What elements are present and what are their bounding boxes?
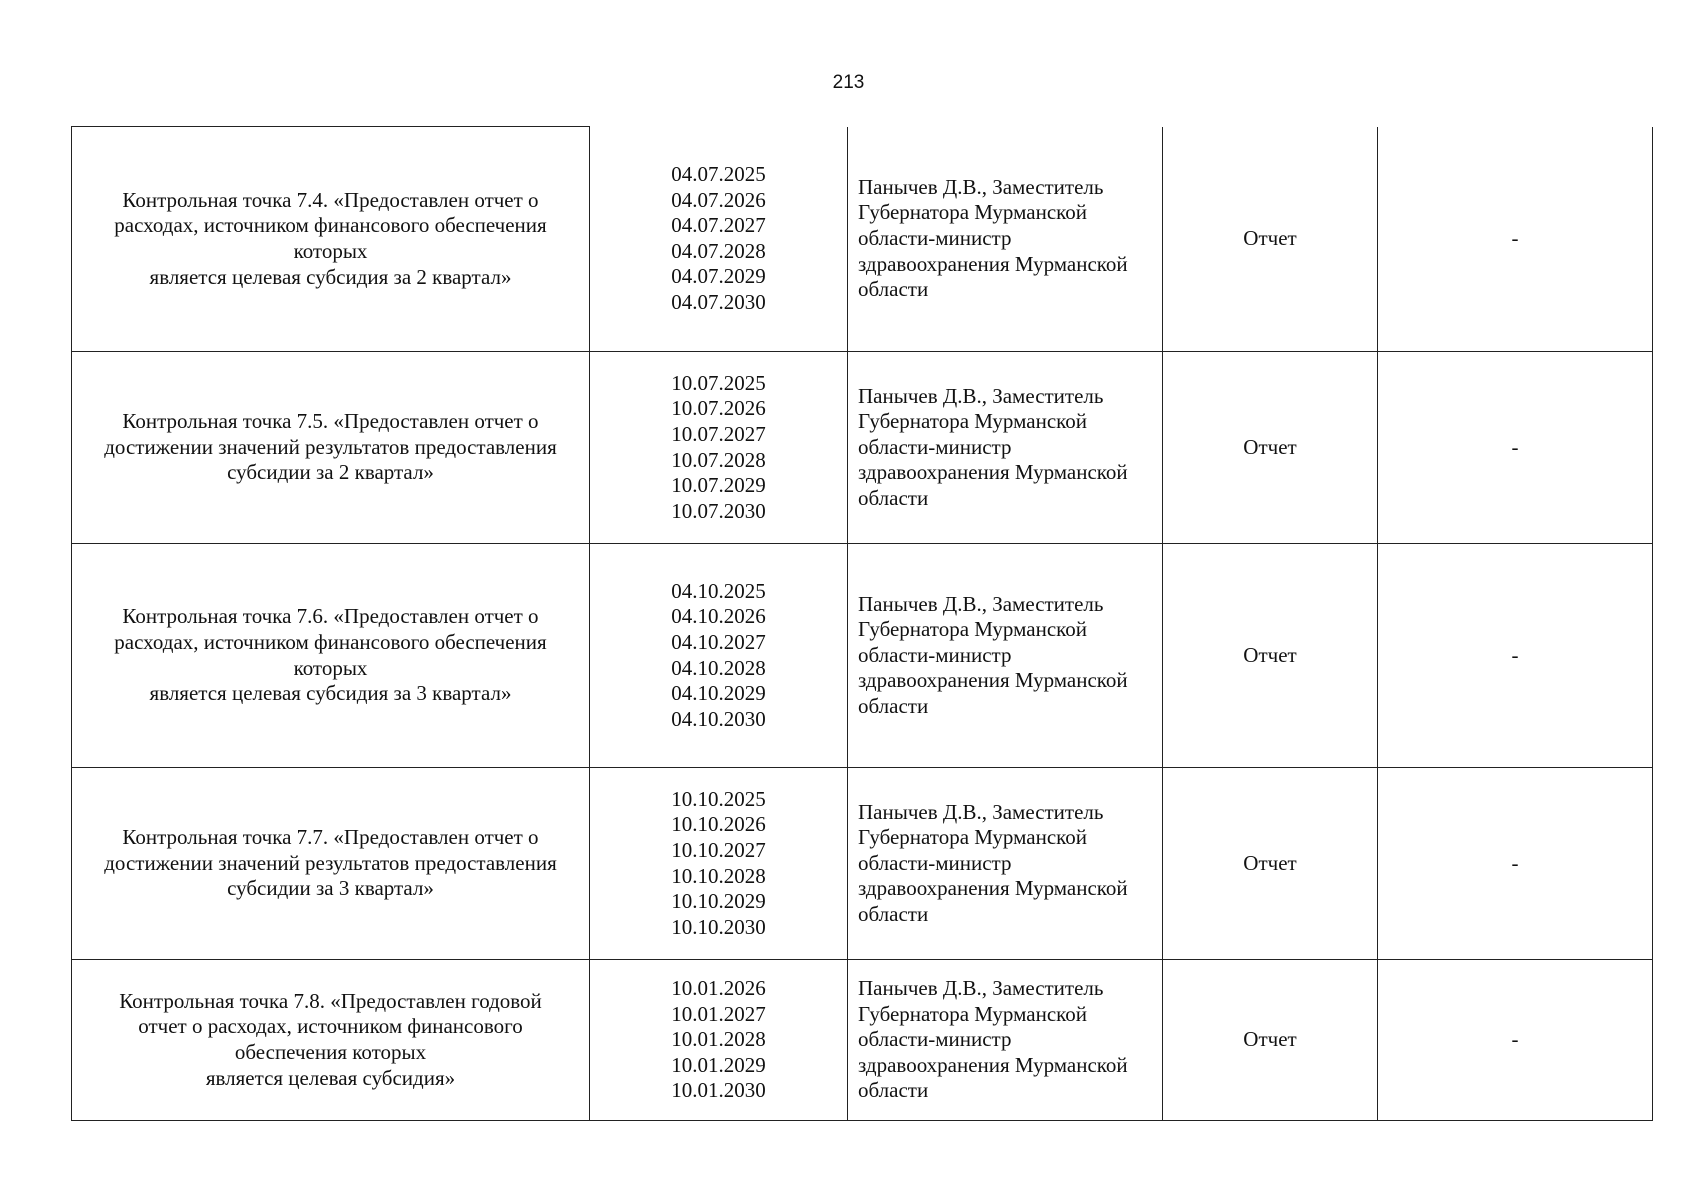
deadline-date: 10.07.2025 — [671, 370, 766, 395]
deadline-date: 10.01.2027 — [671, 1001, 766, 1026]
responsible-line: Панычев Д.В., Заместитель — [858, 383, 1104, 408]
deadline-date: 04.07.2027 — [671, 213, 766, 238]
responsible-line: области-министр — [858, 1027, 1012, 1052]
checkpoint-title-line: Контрольная точка 7.6. «Предоставлен отчет о — [122, 604, 539, 629]
checkpoint-title-line: субсидии за 2 квартал» — [227, 460, 434, 485]
deadline-date: 10.01.2029 — [671, 1052, 766, 1077]
document-type-cell: Отчет — [1163, 352, 1378, 544]
deadline-dates-cell — [590, 768, 848, 960]
table-row — [72, 352, 1653, 544]
deadline-date: 10.07.2028 — [671, 447, 766, 472]
checkpoint-title-line: Контрольная точка 7.8. «Предоставлен годовой — [119, 988, 542, 1013]
checkpoint-title-line: Контрольная точка 7.7. «Предоставлен отчет о — [122, 825, 539, 850]
checkpoint-title-line: субсидии за 3 квартал» — [227, 876, 434, 901]
responsible-line: Губернатора Мурманской — [858, 617, 1088, 642]
responsible-line: здравоохранения Мурманской — [858, 876, 1128, 901]
deadline-date: 04.07.2030 — [671, 289, 766, 314]
deadline-date: 04.10.2029 — [671, 681, 766, 706]
deadline-date: 10.10.2026 — [671, 812, 766, 837]
deadline-date: 04.07.2028 — [671, 238, 766, 263]
document-type-cell: Отчет — [1163, 768, 1378, 960]
checkpoint-title-line: Контрольная точка 7.5. «Предоставлен отчет о — [122, 409, 539, 434]
deadline-date: 10.01.2026 — [671, 976, 766, 1001]
responsible-person-cell — [848, 127, 1163, 352]
note-cell: - — [1378, 544, 1653, 768]
deadline-date: 04.10.2028 — [671, 655, 766, 680]
checkpoint-title-cell — [72, 768, 590, 960]
checkpoint-title-line: обеспечения которых — [234, 1040, 427, 1064]
responsible-line: здравоохранения Мурманской — [858, 668, 1128, 693]
responsible-line: Панычев Д.В., Заместитель — [858, 591, 1104, 616]
document-type-cell: Отчет — [1163, 544, 1378, 768]
checkpoint-title-line: достижении значений результатов предоставления — [104, 434, 557, 459]
checkpoint-title-cell — [72, 960, 590, 1121]
deadline-dates-cell — [590, 352, 848, 544]
table-row — [72, 544, 1653, 768]
responsible-line: Губернатора Мурманской — [858, 409, 1088, 434]
checkpoint-title-line: отчет о расходах, источником финансового — [138, 1014, 523, 1039]
responsible-line: области — [858, 901, 929, 926]
deadline-dates-cell — [590, 127, 848, 352]
deadline-date: 04.10.2025 — [671, 578, 766, 603]
deadline-date: 04.10.2026 — [671, 604, 766, 629]
table-row — [72, 127, 1653, 352]
deadline-date: 04.10.2030 — [671, 706, 766, 731]
deadline-date: 10.10.2027 — [671, 837, 766, 862]
deadline-date: 10.10.2028 — [671, 863, 766, 888]
deadline-dates-cell — [590, 960, 848, 1121]
deadline-date: 04.07.2029 — [671, 264, 766, 289]
responsible-line: здравоохранения Мурманской — [858, 460, 1128, 485]
checkpoint-title-line: является целевая субсидия за 2 квартал» — [149, 264, 512, 289]
checkpoint-title-line: которых — [293, 655, 368, 680]
note-cell: - — [1378, 960, 1653, 1121]
checkpoint-title-cell — [72, 544, 590, 768]
responsible-line: Губернатора Мурманской — [858, 1001, 1088, 1026]
page-number: 213 — [832, 72, 865, 93]
responsible-person-cell — [848, 960, 1163, 1121]
responsible-line: Панычев Д.В., Заместитель — [858, 976, 1104, 1001]
checkpoint-title-line: расходах, источником финансового обеспечения — [114, 213, 547, 238]
deadline-date: 04.07.2025 — [671, 161, 766, 186]
checkpoint-title-line: Контрольная точка 7.4. «Предоставлен отчет о — [122, 187, 539, 212]
deadline-date: 10.07.2030 — [671, 498, 766, 523]
note-cell: - — [1378, 352, 1653, 544]
table-row — [72, 960, 1653, 1121]
note-cell: - — [1378, 127, 1653, 352]
responsible-line: области — [858, 693, 929, 718]
responsible-line: области — [858, 277, 929, 302]
deadline-date: 10.07.2029 — [671, 473, 766, 498]
deadline-date: 04.07.2026 — [671, 187, 766, 212]
responsible-line: области — [858, 485, 929, 510]
checkpoint-title-cell — [72, 127, 590, 352]
deadline-dates-cell — [590, 544, 848, 768]
responsible-line: Панычев Д.В., Заместитель — [858, 799, 1104, 824]
responsible-line: Панычев Д.В., Заместитель — [858, 174, 1104, 199]
responsible-line: области-министр — [858, 850, 1012, 875]
note-cell: - — [1378, 768, 1653, 960]
responsible-person-cell — [848, 544, 1163, 768]
table-row — [72, 768, 1653, 960]
deadline-date: 10.10.2029 — [671, 889, 766, 914]
responsible-person-cell — [848, 352, 1163, 544]
responsible-line: Губернатора Мурманской — [858, 200, 1088, 225]
responsible-line: здравоохранения Мурманской — [858, 251, 1128, 276]
checkpoint-title-line: является целевая субсидия за 3 квартал» — [149, 681, 512, 706]
checkpoint-title-line: является целевая субсидия» — [205, 1065, 456, 1090]
document-type-cell: Отчет — [1163, 960, 1378, 1121]
responsible-line: области-министр — [858, 434, 1012, 459]
deadline-date: 10.07.2026 — [671, 396, 766, 421]
deadline-date: 10.01.2030 — [671, 1078, 766, 1103]
responsible-line: здравоохранения Мурманской — [858, 1052, 1128, 1077]
deadline-date: 10.10.2030 — [671, 914, 766, 939]
document-type-cell: Отчет — [1163, 127, 1378, 352]
checkpoint-title-line: расходах, источником финансового обеспечения — [114, 629, 547, 654]
checkpoint-title-cell — [72, 352, 590, 544]
responsible-line: области-министр — [858, 225, 1012, 250]
responsible-line: области — [858, 1078, 929, 1103]
checkpoint-title-line: которых — [293, 239, 368, 263]
responsible-line: области-министр — [858, 642, 1012, 667]
deadline-date: 04.10.2027 — [671, 629, 766, 654]
checkpoint-table — [71, 126, 1653, 1121]
deadline-date: 10.01.2028 — [671, 1027, 766, 1052]
deadline-date: 10.10.2025 — [671, 786, 766, 811]
checkpoint-title-line: достижении значений результатов предоставления — [104, 850, 557, 875]
responsible-person-cell — [848, 768, 1163, 960]
responsible-line: Губернатора Мурманской — [858, 825, 1088, 850]
deadline-date: 10.07.2027 — [671, 421, 766, 446]
